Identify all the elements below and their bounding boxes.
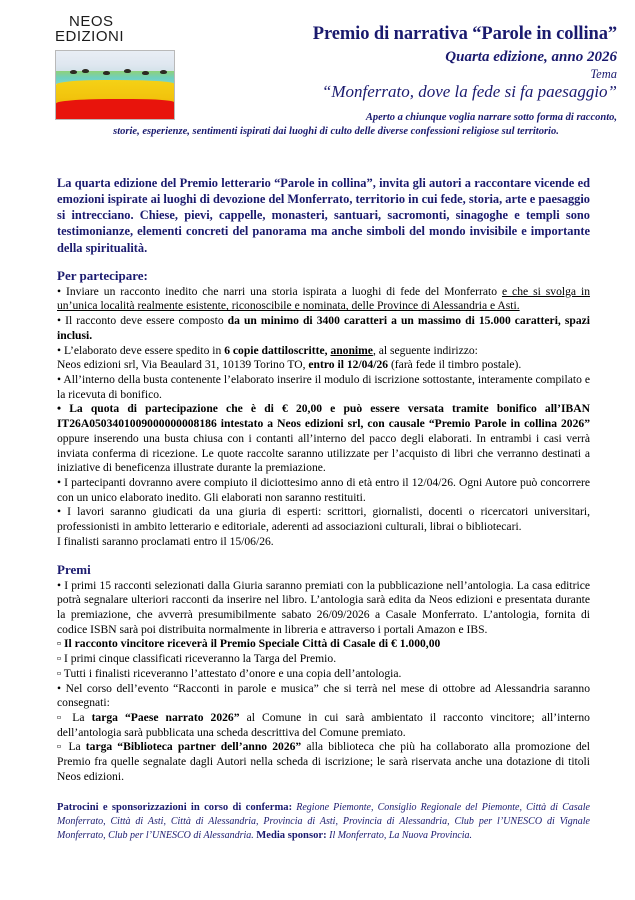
- publisher-logo: [55, 14, 185, 120]
- edition-subtitle: Quarta edizione, anno 2026: [445, 49, 617, 66]
- item-text-bold-underlined: anonime: [330, 343, 373, 357]
- list-item: ▫ Tutti i finalisti riceveranno l’attestato d’onore e una copia dell’antologia.: [57, 666, 402, 680]
- deadline-date: entro il 12/04/26: [308, 358, 389, 372]
- item-text: • Inviare un racconto inedito che narri una storia ispirata a luoghi di fede del Monferrato: [57, 284, 502, 298]
- document-header: [0, 0, 635, 165]
- list-item: ▫ I primi cinque classificati riceveranno la Targa del Premio.: [57, 652, 337, 666]
- list-item: [57, 740, 590, 784]
- item-text-underlined: e che si svolga in un’unica località realmente esistente, riconoscibile e nominata, delle Province di Alessandria e Asti.: [57, 284, 590, 313]
- list-item: • Nel corso dell’evento “Racconti in parole e musica” che si terrà nel mese di ottobre ad Alessandria saranno consegnati:: [57, 681, 590, 710]
- header-subtitle-line-2: storie, esperienze, sentimenti ispirati dai luoghi di culto delle diverse confessioni religiose sul territorio.: [113, 126, 559, 138]
- item-text: alla biblioteca che più ha collaborato alla promozione del Premio fra quelle segnalate dagli Autori nella scheda di iscrizione; le sarà riservata anche una dotazione di titoli Neos edizioni.: [57, 740, 590, 783]
- item-text: al Comune in cui sarà ambientato il racconto vincitore; all’interno dell’antologia sarà pubblicata una scheda descrittiva del Comune premiato.: [57, 711, 590, 739]
- document-body: [0, 175, 635, 843]
- logo-red-field: [56, 99, 174, 119]
- title-block: [113, 24, 617, 139]
- fee-iban-bold: • La quota di partecipazione che è di € 20,00 e può essere versata tramite bonifico all’IBAN IT26A0503401009000000008186 intestato a Neos edizioni srl, con causale “Premio Parole in collina 2026”: [57, 402, 590, 431]
- section-heading-premi: Premi: [57, 561, 91, 577]
- media-sponsor-label: Media sponsor:: [256, 829, 327, 841]
- tema-text: “Monferrato, dove la fede si fa paesaggio”: [321, 82, 617, 102]
- item-text: ▫ La: [57, 740, 86, 754]
- page-title: Premio di narrativa “Parole in collina”: [312, 24, 617, 44]
- item-text-bold: 6 copie dattiloscritte,: [224, 343, 331, 357]
- patrocini-label: Patrocini e sponsorizzazioni in corso di conferma:: [57, 801, 293, 813]
- address-line: [57, 358, 590, 373]
- list-item: [57, 344, 590, 359]
- patrocini-names: Regione Piemonte, Consiglio Regionale del Piemonte, Città di Casale Monferrato, Città di Asti, Città di Alessandria, Provincia di Asti, Provincia di Alessandria, Club per l’UNESCO di Vignale Monferrato, Club per l’UNESCO di Alessandria.: [57, 801, 590, 841]
- item-text-bold: da un minimo di 3400 caratteri a un massimo di 15.000 caratteri, spazi inclusi.: [57, 314, 590, 342]
- list-item: [57, 711, 590, 740]
- section-heading-partecipare: Per partecipare:: [57, 267, 148, 283]
- brand-line-2: EDIZIONI: [55, 28, 125, 45]
- sponsors-footer: [57, 801, 590, 843]
- list-item: • All’interno della busta contenente l’elaborato inserire il modulo di iscrizione sottostante, interamente compilato e la ricevuta di bonifico.: [57, 372, 590, 401]
- list-item: • I primi 15 racconti selezionati dalla Giuria saranno premiati con la pubblicazione nell’antologia. La casa editrice potrà segnalare ulteriori racconti da inserire nel libro. L’antologia sarà edita da Neos edizioni e presentata durante la premiazione, che avverrà presumibilmente sabato 26/09/2026 a Casale Monferrato. L’antologia, fornita di codice ISBN sarà poi distribuita normalmente in libreria e attraverso i portali Amazon e IBS.: [57, 578, 590, 636]
- landscape-painting-image: [55, 50, 175, 120]
- item-text: • L’elaborato deve essere spedito in: [57, 343, 225, 357]
- targa-biblioteca-partner: targa “Biblioteca partner dell’anno 2026”: [85, 740, 302, 754]
- list-item-fee: [57, 402, 590, 476]
- item-text: ▫ La: [57, 711, 92, 725]
- header-subtitle-line-1: Aperto a chiunque voglia narrare sotto forma di racconto,: [365, 111, 617, 123]
- intro-paragraph: La quarta edizione del Premio letterario “Parole in collina”, invita gli autori a raccontare vicende ed emozioni ispirate ai luoghi di devozione del Monferrato, territorio in cui fede, storia, arte e paesaggio si intrecciano. Chiese, pievi, cappelle, monasteri, santuari, sacromonti, sinagoghe e templi sono testimonianze, elementi concreti del panorama ma anche simboli del mondo invisibile e importante della spiritualità.: [57, 176, 590, 255]
- tema-label: Tema: [590, 66, 617, 81]
- list-item-winner-prize: ▫ Il racconto vincitore riceverà il Premio Speciale Città di Casale di € 1.000,00: [57, 637, 441, 651]
- address-text: Neos edizioni srl, Via Beaulard 31, 10139 Torino TO,: [57, 358, 309, 372]
- address-note: (farà fede il timbro postale).: [388, 358, 522, 372]
- item-text: • Il racconto deve essere composto: [57, 314, 228, 328]
- item-text: , al seguente indirizzo:: [372, 343, 478, 357]
- tree-icon: [70, 70, 77, 74]
- targa-paese-narrato: targa “Paese narrato 2026”: [91, 711, 240, 725]
- tree-icon: [82, 69, 89, 73]
- list-item: [57, 285, 590, 314]
- brand-line-1: NEOS: [69, 13, 114, 30]
- list-item: [57, 314, 590, 343]
- fee-rest: oppure inserendo una busta chiusa con i contanti all’interno del pacco degli elaborati. In entrambi i casi verrà inviata conferma di ricezione. Le quote raccolte saranno utilizzate per l’acquisto di libri che verranno destinati a iniziative di beneficenza illustrate durante la premiazione.: [57, 431, 590, 475]
- media-sponsor-names: Il Monferrato, La Nuova Provincia.: [326, 829, 473, 841]
- list-item: • I lavori saranno giudicati da una giuria di esperti: scrittori, giornalisti, docenti o ricercatori universitari, professionisti in ambito letterario e editoriale, aderenti ad associazioni culturali, librai o bibliotecari.: [57, 505, 590, 534]
- finalists-date-line: I finalisti saranno proclamati entro il 15/06/26.: [57, 534, 274, 548]
- list-item: • I partecipanti dovranno avere compiuto il diciottesimo anno di età entro il 12/04/26. Ogni Autore può concorrere con un unico elaborato inedito. Gli elaborati non saranno restituiti.: [57, 475, 590, 504]
- publisher-wordmark: [55, 14, 185, 44]
- tree-icon: [160, 70, 167, 74]
- tree-icon: [103, 71, 110, 75]
